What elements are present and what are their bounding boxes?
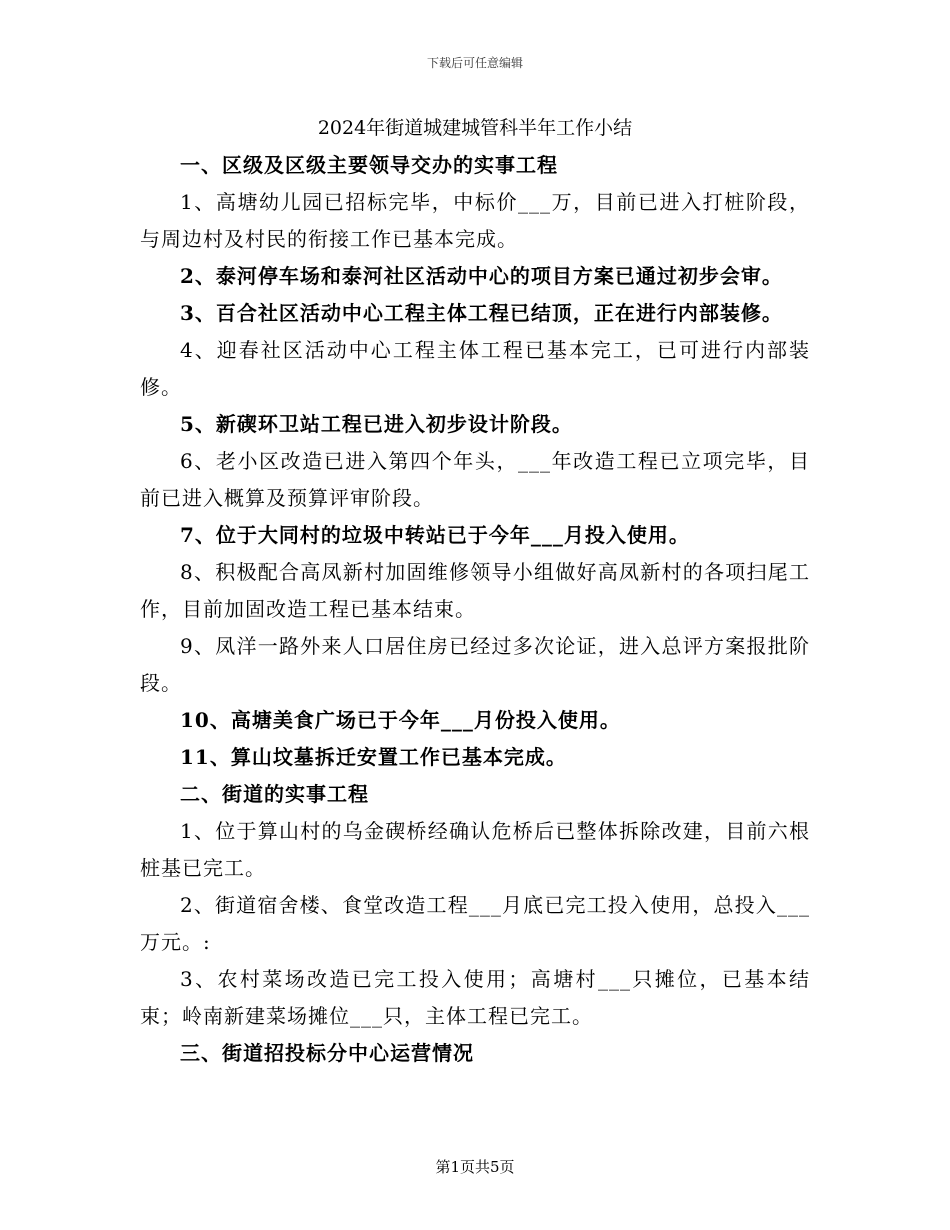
section-heading: 二、街道的实事工程 — [180, 782, 369, 806]
paragraph: 10、高塘美食广场已于今年___月份投入使用。 — [180, 708, 621, 732]
paragraph: 11、算山坟墓拆迁安置工作已基本完成。 — [180, 745, 567, 769]
paragraph: 3、百合社区活动中心工程主体工程已结顶，正在进行内部装修。 — [180, 301, 783, 325]
paragraph: 6、老小区改造已进入第四个年头，___年改造工程已立项完毕，目前已进入概算及预算评审阶段。 — [140, 449, 810, 510]
paragraph: 3、农村菜场改造已完工投入使用；高塘村___只摊位，已基本结束；岭南新建菜场摊位___只，主体工程已完工。 — [140, 967, 810, 1028]
paragraph: 1、高塘幼儿园已招标完毕，中标价___万，目前已进入打桩阶段，与周边村及村民的衔接工作已基本完成。 — [140, 190, 810, 251]
document-body — [140, 113, 810, 1072]
document-title: 2024年街道城建城管科半年工作小结 — [317, 117, 633, 139]
header-note: 下载后可任意编辑 — [426, 56, 523, 70]
paragraph: 8、积极配合高凤新村加固维修领导小组做好高凤新村的各项扫尾工作，目前加固改造工程已基本结束。 — [140, 560, 810, 621]
paragraph-list — [140, 147, 810, 1072]
paragraph: 2、街道宿舍楼、食堂改造工程___月底已完工投入使用，总投入___万元。: — [140, 893, 810, 954]
paragraph: 7、位于大同村的垃圾中转站已于今年___月投入使用。 — [180, 523, 690, 547]
section-heading: 三、街道招投标分中心运营情况 — [180, 1041, 474, 1065]
paragraph: 4、迎春社区活动中心工程主体工程已基本完工，已可进行内部装修。 — [140, 338, 810, 399]
section-heading: 一、区级及区级主要领导交办的实事工程 — [180, 153, 558, 177]
paragraph: 9、凤洋一路外来人口居住房已经过多次论证，进入总评方案报批阶段。 — [140, 634, 810, 695]
page-footer: 第1页共5页 — [435, 1158, 515, 1176]
paragraph: 2、泰河停车场和泰河社区活动中心的项目方案已通过初步会审。 — [180, 264, 783, 288]
paragraph: 5、新碶环卫站工程已进入初步设计阶段。 — [180, 412, 573, 436]
paragraph: 1、位于算山村的乌金碶桥经确认危桥后已整体拆除改建，目前六根桩基已完工。 — [140, 819, 810, 880]
